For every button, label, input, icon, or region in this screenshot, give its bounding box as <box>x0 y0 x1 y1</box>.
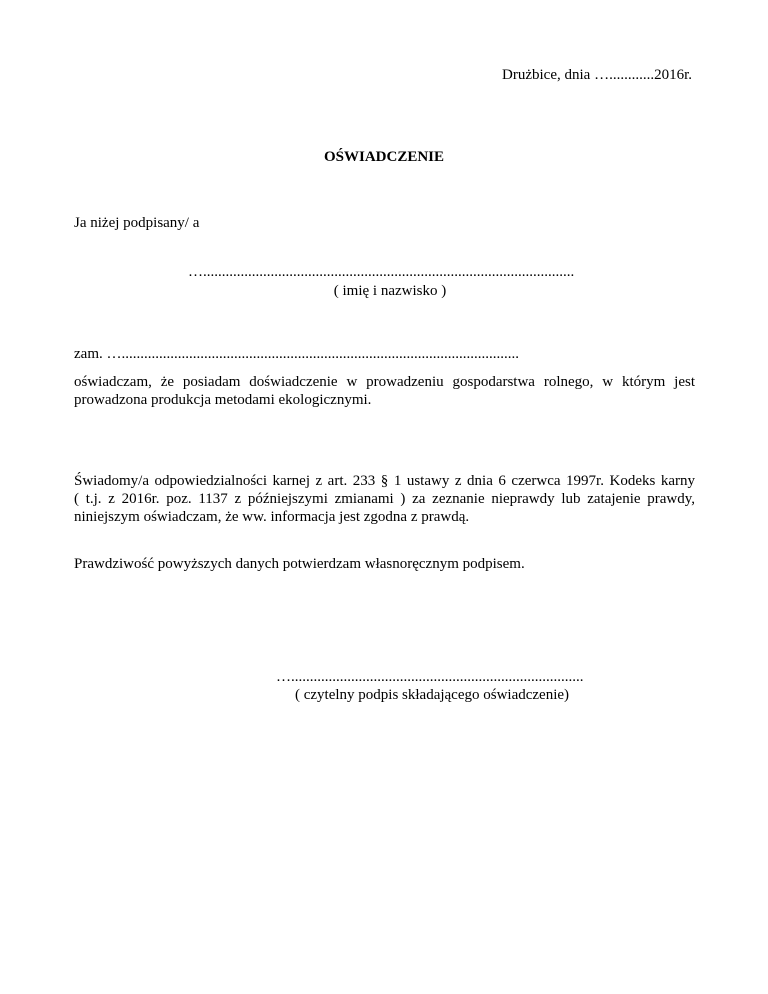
address-fill-line: zam. ….......................................................................................................... <box>74 346 519 362</box>
intro-text: Ja niżej podpisany/ a <box>74 215 200 231</box>
declaration-paragraph: oświadczam, że posiadam doświadczenie w prowadzeniu gospodarstwa rolnego, w którym jest prowadzona produkcja metodami ekologicznymi. <box>74 374 695 408</box>
signature-fill-line: ….............................................................................. <box>276 669 584 685</box>
name-fill-line: …................................................................................................... <box>188 264 575 280</box>
document-title: OŚWIADCZENIE <box>323 149 445 165</box>
liability-line-2: ( t.j. z 2016r. poz. 1137 z późniejszymi zmianami ) za zeznanie nieprawdy lub zatajenie prawdy, <box>74 491 695 507</box>
name-field-caption: ( imię i nazwisko ) <box>333 283 447 299</box>
signature-caption: ( czytelny podpis składającego oświadczenie) <box>294 687 570 703</box>
place-date-line: Drużbice, dnia …............2016r. <box>502 67 692 83</box>
confirmation-paragraph: Prawdziwość powyższych danych potwierdzam własnoręcznym podpisem. <box>74 556 525 572</box>
liability-line-1: Świadomy/a odpowiedzialności karnej z art. 233 § 1 ustawy z dnia 6 czerwca 1997r. Kodeks karny <box>74 473 695 489</box>
liability-line-3: niniejszym oświadczam, że ww. informacja jest zgodna z prawdą. <box>74 509 470 525</box>
liability-paragraph <box>74 472 695 526</box>
